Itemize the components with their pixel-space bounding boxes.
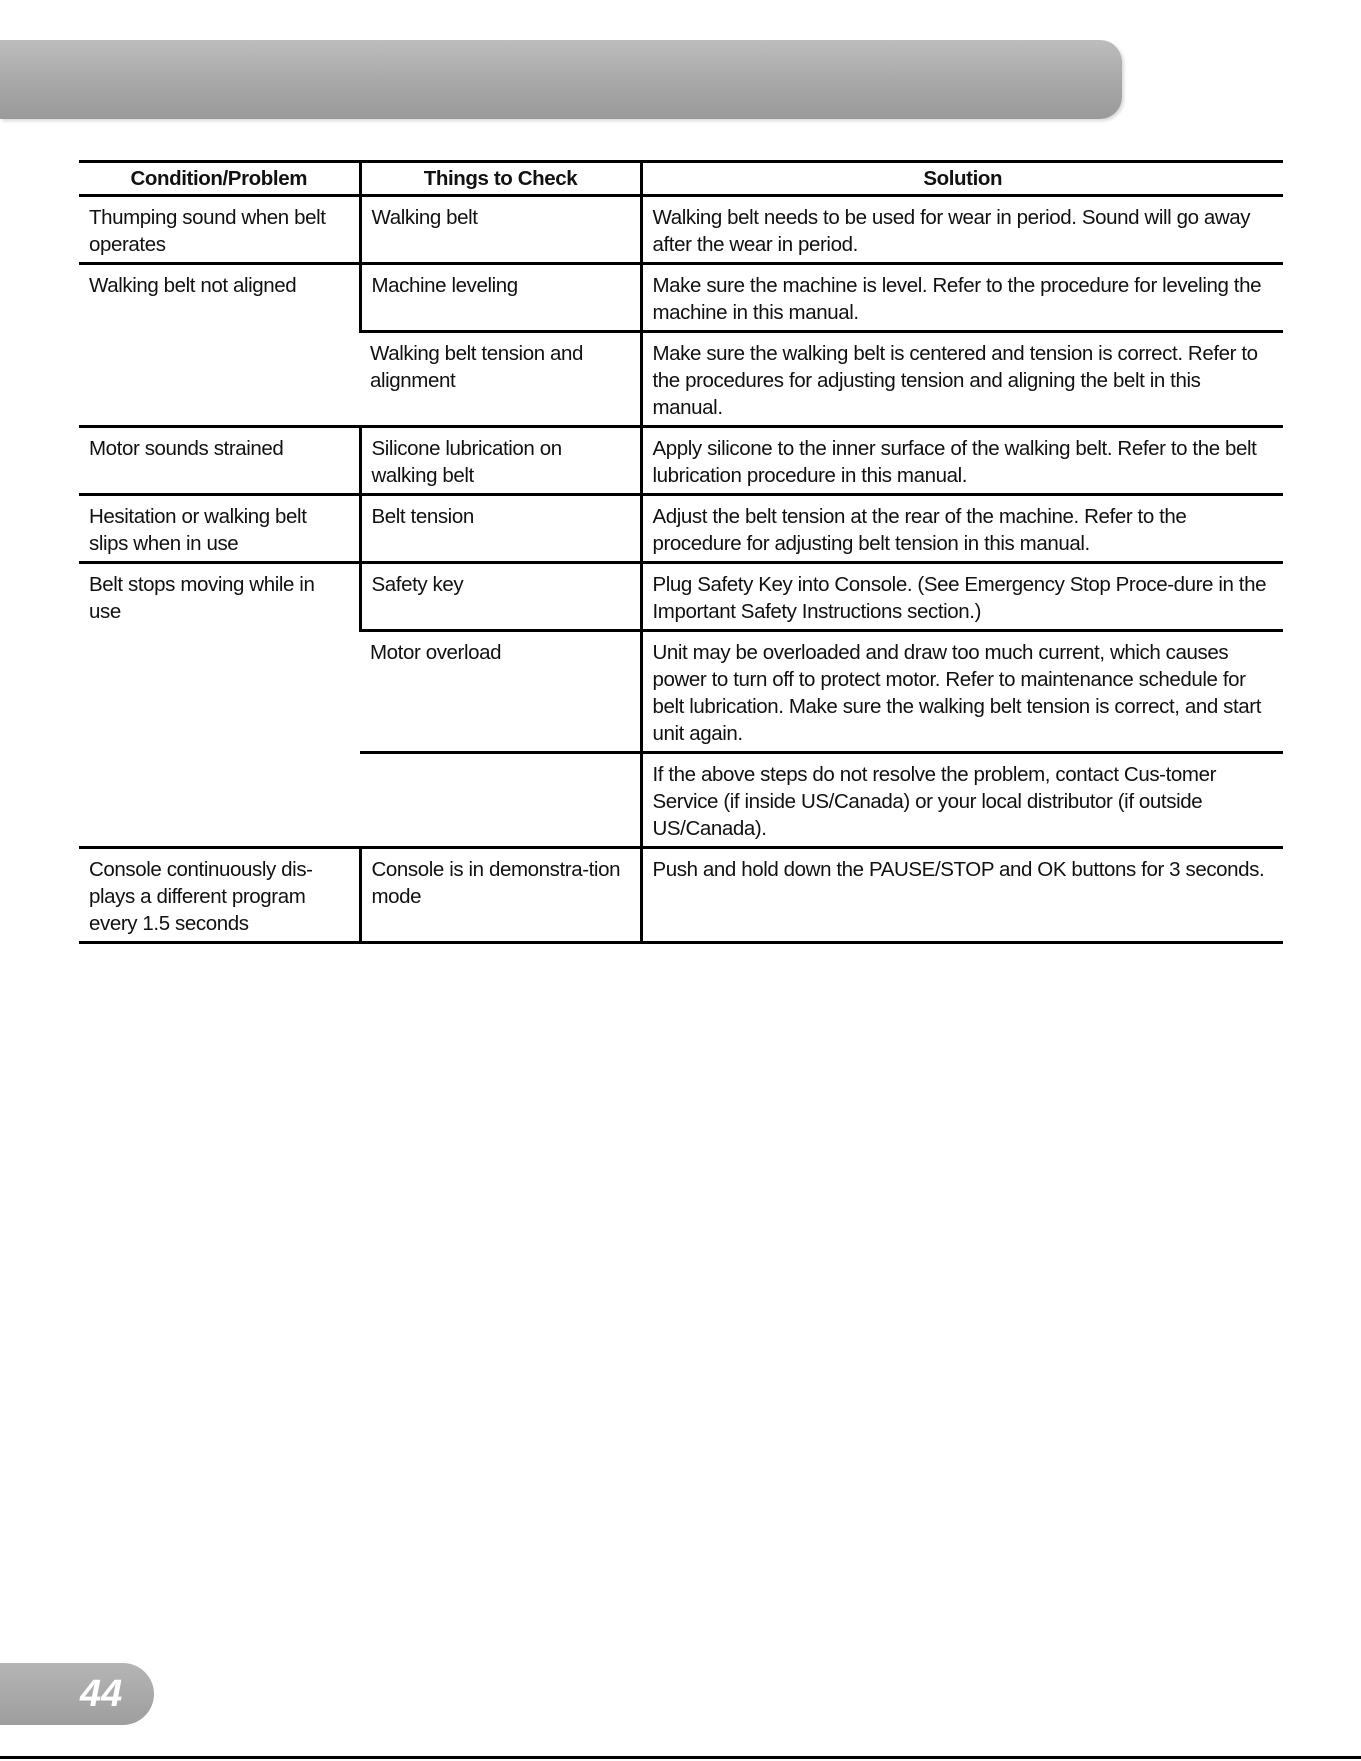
table-row <box>79 427 1283 495</box>
table-header-row <box>79 162 1283 196</box>
solution-cell: Make sure the machine is level. Refer to the procedure for leveling the machine in this manual. <box>641 264 1283 332</box>
check-cell: Walking belt tension and alignment <box>360 332 641 427</box>
page-number: 44 <box>80 1673 123 1715</box>
condition-cell: Thumping sound when belt operates <box>79 196 360 264</box>
table-row <box>79 196 1283 264</box>
troubleshooting-table <box>79 160 1283 944</box>
header-condition: Condition/Problem <box>79 162 360 196</box>
condition-cell: Console continuously dis-plays a different program every 1.5 seconds <box>79 848 360 943</box>
solution-cell: Make sure the walking belt is centered and tension is correct. Refer to the procedures for adjusting tension and aligning the belt in this manual. <box>641 332 1283 427</box>
condition-cell: Hesitation or walking belt slips when in use <box>79 495 360 563</box>
check-cell: Safety key <box>360 563 641 631</box>
check-cell: Console is in demonstra-tion mode <box>360 848 641 943</box>
header-solution: Solution <box>641 162 1283 196</box>
solution-cell: Apply silicone to the inner surface of the walking belt. Refer to the belt lubrication procedure in this manual. <box>641 427 1283 495</box>
solution-cell: Unit may be overloaded and draw too much current, which causes power to turn off to protect motor. Refer to maintenance schedule for belt lubrication. Make sure the walking belt tension is correct, and start unit again. <box>641 631 1283 753</box>
solution-cell: Plug Safety Key into Console. (See Emergency Stop Proce-dure in the Important Safety Instructions section.) <box>641 563 1283 631</box>
check-cell: Silicone lubrication on walking belt <box>360 427 641 495</box>
table-row <box>79 848 1283 943</box>
condition-cell: Motor sounds strained <box>79 427 360 495</box>
check-cell: Walking belt <box>360 196 641 264</box>
check-cell: Belt tension <box>360 495 641 563</box>
check-cell <box>360 753 641 848</box>
header-things-to-check: Things to Check <box>360 162 641 196</box>
header-bar <box>0 40 1122 119</box>
table-row <box>79 264 1283 332</box>
solution-cell: Push and hold down the PAUSE/STOP and OK buttons for 3 seconds. <box>641 848 1283 943</box>
condition-cell: Belt stops moving while in use <box>79 563 360 848</box>
table-row <box>79 563 1283 631</box>
solution-cell: Adjust the belt tension at the rear of the machine. Refer to the procedure for adjusting belt tension in this manual. <box>641 495 1283 563</box>
check-cell: Motor overload <box>360 631 641 753</box>
check-cell: Machine leveling <box>360 264 641 332</box>
condition-cell: Walking belt not aligned <box>79 264 360 427</box>
solution-cell: If the above steps do not resolve the problem, contact Cus-tomer Service (if inside US/Canada) or your local distributor (if outside US/Canada). <box>641 753 1283 848</box>
page-number-tab <box>0 1663 154 1725</box>
solution-cell: Walking belt needs to be used for wear in period. Sound will go away after the wear in period. <box>641 196 1283 264</box>
table-row <box>79 495 1283 563</box>
bottom-rule <box>0 1756 1361 1759</box>
